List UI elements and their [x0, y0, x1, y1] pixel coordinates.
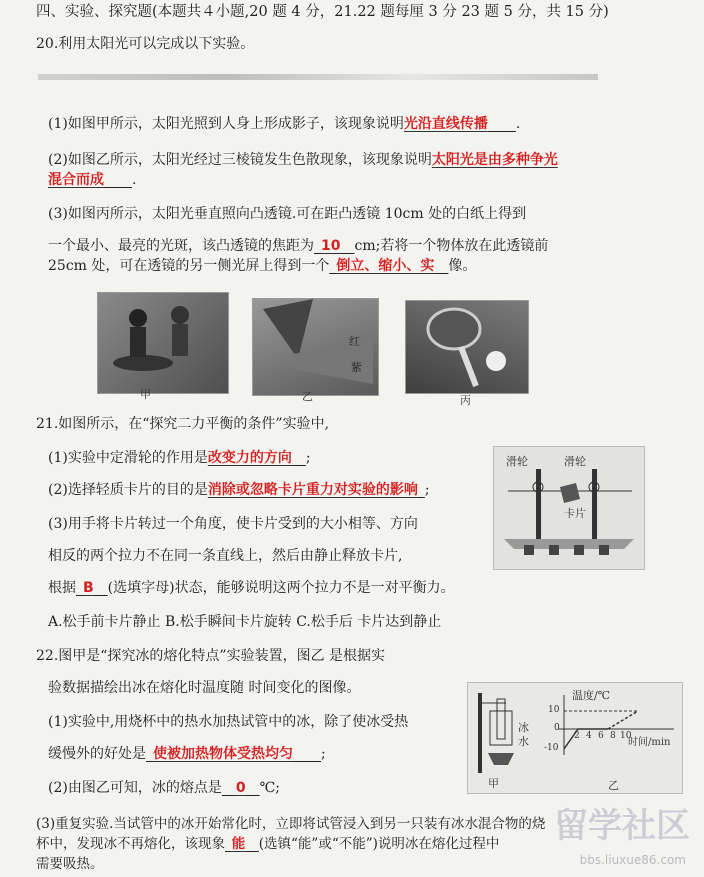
- label-red: 红: [349, 335, 360, 348]
- caption-bing: 丙: [460, 394, 471, 407]
- label-jia: 甲: [488, 777, 499, 790]
- caption-yi: 乙: [302, 390, 313, 403]
- answer-blank: 消除或忽略卡片重力对实验的影响: [207, 482, 418, 498]
- label-water: 水: [518, 735, 529, 748]
- magnifier-icon: [406, 301, 528, 393]
- label-pulley-left: 滑轮: [506, 455, 528, 468]
- tick-x4: 4: [586, 731, 592, 741]
- tick-x8: 8: [610, 731, 616, 741]
- q21-part2: (2)选择轻质卡片的目的是消除或忽略卡片重力对实验的影响 ;: [48, 482, 430, 498]
- answer-blank: 太阳光是由多种争光: [431, 152, 558, 168]
- q22-stem-b: 验数据描绘出冰在熔化时温度随 时间变化的图像。: [48, 680, 361, 696]
- label-card: 卡片: [564, 507, 586, 520]
- label-pulley-right: 滑轮: [564, 455, 586, 468]
- q22-stem: 22.图甲是“探究冰的熔化特点”实验装置，图乙 是根据实: [36, 648, 386, 664]
- q20-part1: (1)如图甲所示，太阳光照到人身上形成影子，该现象说明光沿直线传播 .: [48, 116, 521, 132]
- q21-stem: 21.如图所示，在“探究二力平衡的条件”实验中,: [36, 416, 330, 432]
- photo-lens: [405, 300, 529, 394]
- pulley-apparatus-figure: [493, 446, 645, 570]
- tick-y10: 10: [548, 705, 560, 715]
- answer-blank: B: [83, 580, 94, 596]
- q21-options: A.松手前卡片静止 B.松手瞬间卡片旋转 C.松手后 卡片达到静止: [48, 614, 442, 630]
- answer-blank: 10: [321, 238, 341, 254]
- caption-jia: 甲: [140, 388, 151, 401]
- q22-part3-c: 需要吸热。: [36, 856, 104, 872]
- watermark-logo: 留学社区: [554, 806, 690, 846]
- q22-part1-b: 缓慢外的好处是 使被加热物体受热均匀 ;: [48, 746, 326, 762]
- scan-artifact: [38, 74, 598, 80]
- tick-x6: 6: [598, 731, 604, 741]
- q20-part3-b: 一个最小、最亮的光斑，该凸透镜的焦距为 10 cm;若将一个物体放在此透镜前: [48, 238, 549, 254]
- graph-ylabel: 温度/℃: [572, 689, 611, 702]
- answer-blank: 改变力的方向: [207, 450, 292, 466]
- q21-part3-b: 相反的两个拉力不在同一条直线上，然后由静止释放卡片,: [48, 548, 403, 564]
- q20-stem: 20.利用太阳光可以完成以下实验。: [36, 36, 255, 52]
- q21-part3-c: 根据 B (选填字母)状态，能够说明这两个拉力不是一对平衡力。: [48, 580, 455, 596]
- q22-part3-b: 杯中，发现冰不再熔化，该现象 能 (选镇“能”或“不能”)说明冰在熔化过程中: [36, 836, 500, 852]
- answer-blank: 0: [235, 780, 246, 796]
- photo-shadow: [97, 292, 229, 394]
- tick-yneg10: -10: [544, 743, 559, 753]
- q22-part2: (2)由图乙可知，冰的熔点是 0 ℃;: [48, 780, 280, 796]
- answer-blank: 倒立、缩小、实: [336, 258, 435, 274]
- q21-part3: (3)用手将卡片转过一个角度，使卡片受到的大小相等、方向: [48, 516, 418, 532]
- answer-blank: 使被加热物体受热均匀: [153, 746, 293, 762]
- graph-xlabel: 时间/min: [628, 737, 671, 748]
- q21-part1: (1)实验中定滑轮的作用是改变力的方向 ;: [48, 450, 311, 466]
- tick-x10: 10: [620, 731, 632, 741]
- answer-blank: 能: [231, 836, 246, 852]
- q22-part1: (1)实验中,用烧杯中的热水加热试管中的冰，除了使冰受热: [48, 714, 409, 730]
- label-ice: 冰: [518, 721, 529, 734]
- photo-prism: [252, 298, 379, 396]
- people-shadow-icon: [98, 293, 228, 393]
- tick-x2: 2: [574, 731, 580, 741]
- section-title: 四、实验、探究题(本题共４小题,20 题 4 分，21.22 题每厘 3 分 23 题 5 分，共 15 分): [36, 4, 609, 20]
- label-yi: 乙: [608, 779, 619, 792]
- q20-part3: (3)如图丙所示，太阳光垂直照向凸透镜.可在距凸透镜 10cm 处的白纸上得到: [48, 206, 527, 222]
- melting-apparatus-figure: [467, 682, 683, 794]
- tick-y0: 0: [554, 723, 560, 733]
- q20-part2: (2)如图乙所示，太阳光经过三棱镜发生色散现象，该现象说明太阳光是由多种争光: [48, 152, 558, 168]
- answer-blank: 混合而成: [48, 172, 104, 188]
- watermark-url: bbs.liuxue86.com: [579, 853, 686, 867]
- q20-part2-cont: 混合而成 .: [48, 172, 137, 188]
- q22-part3: (3)重复实验.当试管中的冰开始常化时，立即将试管浸入到另一只装有冰水混合物的烧: [36, 816, 546, 832]
- answer-blank: 光沿直线传播: [403, 116, 488, 132]
- q20-part3-c: 25cm 处，可在透镜的另一侧光屏上得到一个 倒立、缩小、实 像。: [48, 258, 477, 274]
- label-violet: 紫: [351, 361, 362, 374]
